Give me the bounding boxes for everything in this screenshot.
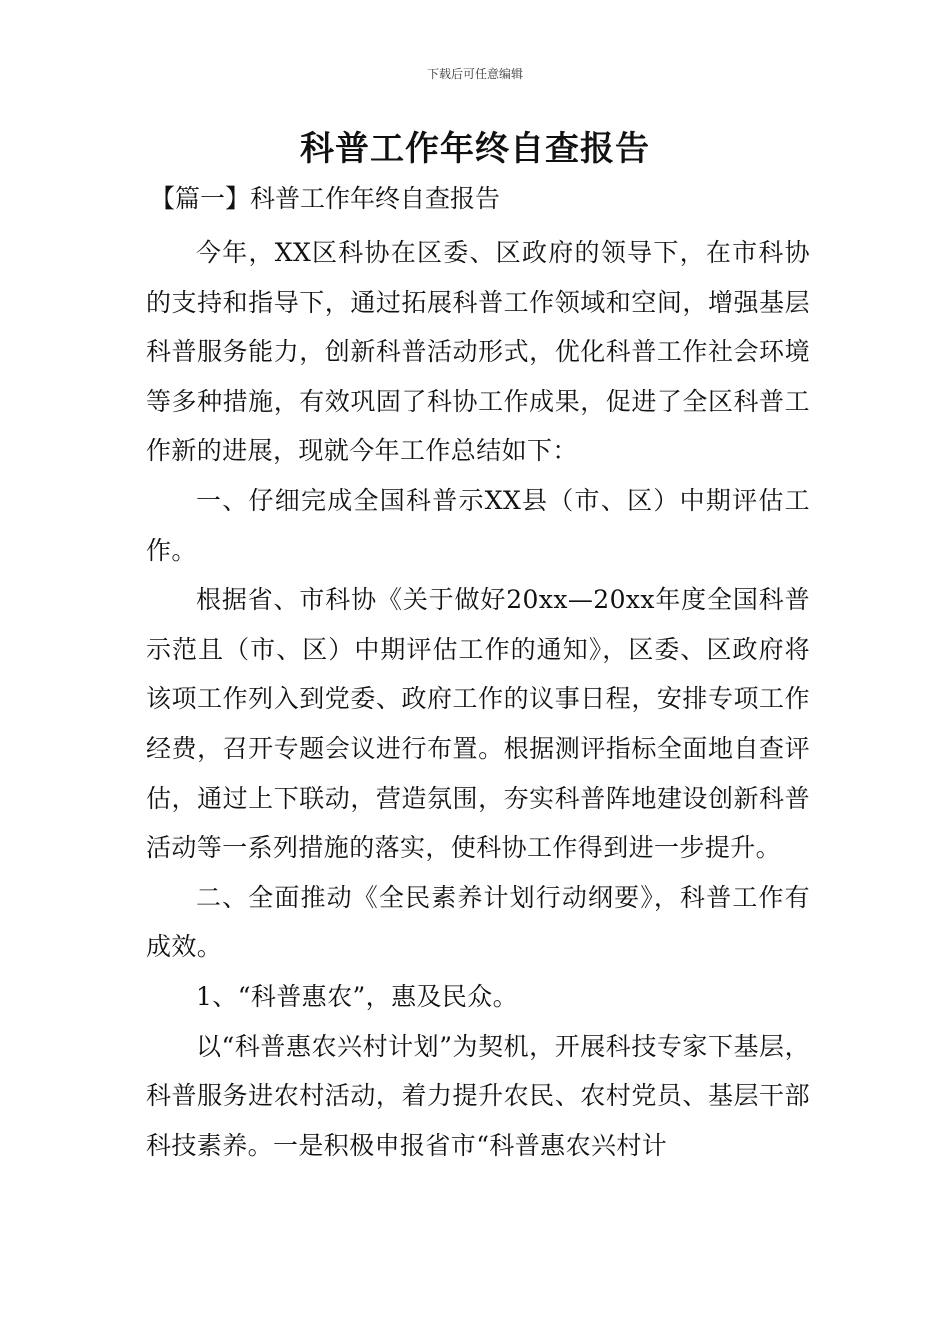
header-note: 下载后可任意编辑 xyxy=(426,67,523,81)
document-title: 科普工作年终自查报告 xyxy=(300,129,650,169)
paragraph: 以“科普惠农兴村计划”为契机，开展科技专家下基层，科普服务进农村活动，着力提升农民、农村党员、基层干部科技素养。一是积极申报省市“科普惠农兴村计 xyxy=(146,1031,810,1160)
body-text xyxy=(146,228,810,1170)
section-heading: 【篇一】科普工作年终自查报告 xyxy=(150,184,501,213)
paragraph: 二、全面推动《全民素养计划行动纲要》，科普工作有成效。 xyxy=(146,882,810,962)
paragraph: 1、“科普惠农”，惠及民众。 xyxy=(196,981,519,1011)
paragraph: 一、仔细完成全国科普示XX县（市、区）中期评估工作。 xyxy=(146,485,810,565)
paragraph: 今年，XX区科协在区委、区政府的领导下，在市科协的支持和指导下，通过拓展科普工作领域和空间，增强基层科普服务能力，创新科普活动形式，优化科普工作社会环境等多种措施，有效巩固了科协工作成果，促进了全区科普工作新的进展，现就今年工作总结如下： xyxy=(146,238,810,466)
paragraph: 根据省、市科协《关于做好20xx—20xx年度全国科普示范且（市、区）中期评估工作的通知》，区委、区政府将该项工作列入到党委、政府工作的议事日程，安排专项工作经费，召开专题会议进行布置。根据测评指标全面地自查评估，通过上下联动，营造氛围，夯实科普阵地建设创新科普活动等一系列措施的落实，使科协工作得到进一步提升。 xyxy=(146,585,810,863)
